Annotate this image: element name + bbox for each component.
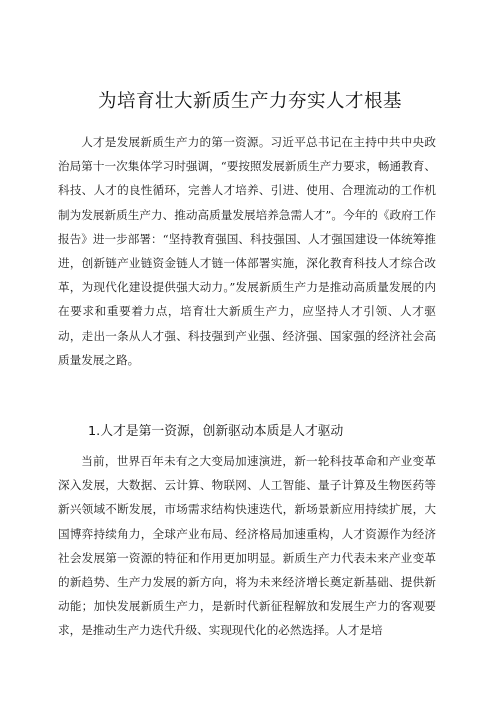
paragraph-intro: 人才是发展新质生产力的第一资源。习近平总书记在主持中共中央政治局第十一次集体学习时强调，“要按照发展新质生产力要求，畅通教育、科技、人才的良性循环，完善人才培养、引进、使用、合理流动的工作机制为发展新质生产力、推动高质量发展培养急需人才”。今年的《政府工作报告》进一步部署：“坚持教育强国、科技强国、人才强国建设一体统筹推进，创新链产业链资金链人才链一体部署实施，深化教育科技人才综合改革，为现代化建设提供强大动力。”发展新质生产力是推动高质量发展的内在要求和重要着力点，培育壮大新质生产力，应坚持人才引领、人才驱动，走出一条从人才强、科技强到产业强、经济强、国家强的经济社会高质量发展之路。	[58, 135, 436, 367]
document-title: 为培育壮大新质生产力夯实人才根基	[97, 91, 402, 112]
paragraph-section-1: 当前，世界百年未有之大变局加速演进，新一轮科技革命和产业变革深入发展，大数据、云计算、物联网、人工智能、量子计算及生物医药等新兴领域不断发展，市场需求结构快速迭代，新场景新应用持续扩展，大国博弈持续角力，全球产业布局、经济格局加速重构，人才资源作为经济社会发展第一资源的特征和作用更加明显。新质生产力代表未来产业变革的新趋势、生产力发展的新方向，将为未来经济增长奠定新基础、提供新动能；加快发展新质生产力，是新时代新征程解放和发展生产力的客观要求，是推动生产力迭代升级、实现现代化的必然选择。人才是培	[58, 454, 436, 638]
section-heading: 1.人才是第一资源，创新驱动本质是人才驱动	[88, 424, 344, 439]
